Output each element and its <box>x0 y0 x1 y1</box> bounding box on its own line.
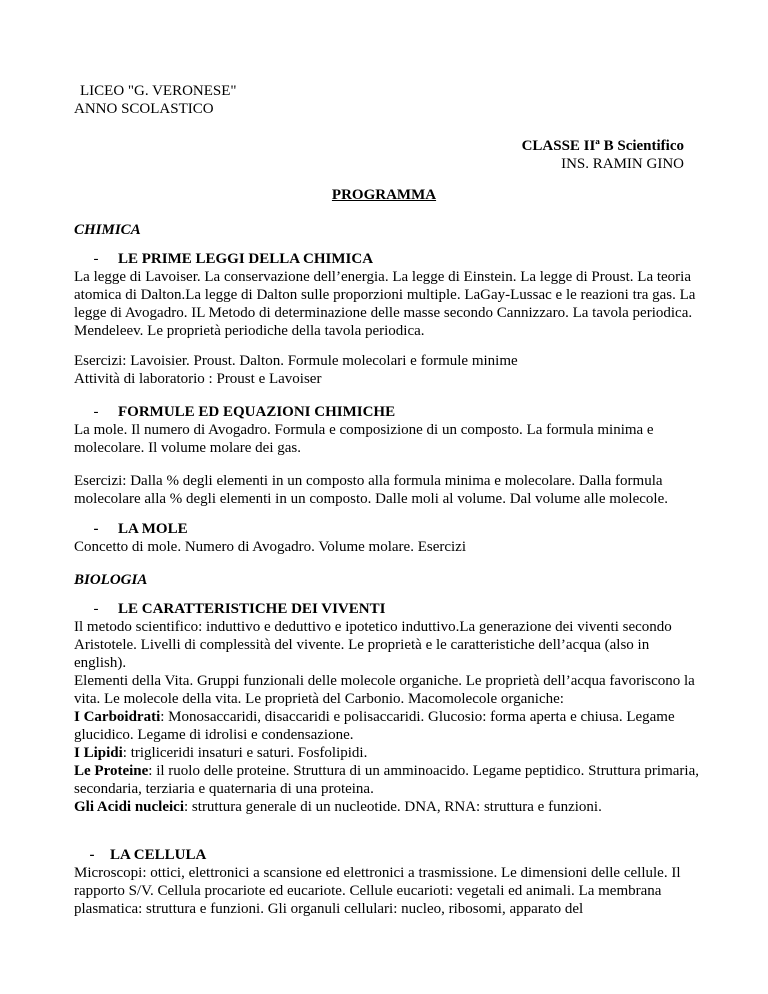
chimica-section-3 <box>74 520 704 556</box>
chimica-section-2 <box>74 403 704 457</box>
biologia-heading: BIOLOGIA <box>74 572 148 588</box>
section-title: - LA MOLE <box>93 521 188 537</box>
proteine-line: Le Proteine: il ruolo delle proteine. Struttura di un amminoacido. Legame peptidico. Struttura primaria, secondaria, terziaria e quaternaria di una proteina. <box>74 763 699 797</box>
biologia-section-2 <box>74 846 704 918</box>
chimica-exercises-2 <box>74 472 704 508</box>
section-text: Elementi della Vita. Gruppi funzionali delle molecole organiche. Le proprietà dell’acqua favoriscono la vita. Le molecole della vita. Le proprietà del Carbonio. Macomolecole organiche: <box>74 673 695 707</box>
carboidrati-line: I Carboidrati: Monosaccaridi, disaccaridi e polisaccaridi. Glucosio: forma aperta e chiusa. Legame glucidico. Legame di idrolisi e condensazione. <box>74 709 675 743</box>
class-label: CLASSE IIª B Scientifico <box>521 138 684 154</box>
lipidi-line: I Lipidi: trigliceridi insaturi e saturi. Fosfolipidi. <box>74 745 368 761</box>
section-text: La mole. Il numero di Avogadro. Formula e composizione di un composto. La formula minima e molecolare. Il volume molare dei gas. <box>74 422 654 456</box>
section-text: Il metodo scientifico: induttivo e deduttivo e ipotetico induttivo.La generazione dei viventi secondo Aristotele. Livelli di complessità del vivente. Le proprietà e le caratteristiche dell’acqua (also in english). <box>74 619 672 671</box>
section-text: La legge di Lavoiser. La conservazione dell’energia. La legge di Einstein. La legge di Proust. La teoria atomica di Dalton.La legge di Dalton sulle proporzioni multiple. LaGay-Lussac e le reazioni tra gas. La legge di Avogadro. IL Metodo di determinazione delle masse secondo Cannizzaro. La tavola periodica. Mendeleev. Le proprietà periodiche della tavola periodica. <box>74 269 696 339</box>
section-text: Concetto di mole. Numero di Avogadro. Volume molare. Esercizi <box>74 539 466 555</box>
teacher-label: INS. RAMIN GINO <box>561 156 684 172</box>
section-title: - LE CARATTERISTICHE DEI VIVENTI <box>93 601 386 617</box>
chimica-exercises-1 <box>74 352 704 388</box>
exercise-line: Esercizi: Lavoisier. Proust. Dalton. Formule molecolari e formule minime <box>74 353 518 369</box>
section-title: - FORMULE ED EQUAZIONI CHIMICHE <box>93 404 396 420</box>
section-title: - LE PRIME LEGGI DELLA CHIMICA <box>93 251 374 267</box>
acidi-nucleici-line: Gli Acidi nucleici: struttura generale di un nucleotide. DNA, RNA: struttura e funzioni. <box>74 799 602 815</box>
school-name: LICEO "G. VERONESE" <box>80 83 237 99</box>
chimica-section-1 <box>74 250 704 340</box>
school-year: ANNO SCOLASTICO <box>74 101 214 117</box>
exercise-line: Esercizi: Dalla % degli elementi in un composto alla formula minima e molecolare. Dalla formula molecolare alla % degli elementi in un composto. Dalle moli al volume. Dal volume alle molecole. <box>74 473 668 507</box>
chimica-heading: CHIMICA <box>74 222 141 238</box>
section-text: Microscopi: ottici, elettronici a scansione ed elettronici a trasmissione. Le dimensioni delle cellule. Il rapporto S/V. Cellula procariote ed eucariote. Cellule eucarioti: vegetali ed animali. La membrana plasmatica: struttura e funzioni. Gli organuli cellulari: nucleo, ribosomi, apparato del <box>74 865 681 917</box>
biologia-section-1 <box>74 600 704 816</box>
section-title: - LA CELLULA <box>89 847 207 863</box>
programma-title: PROGRAMMA <box>331 187 437 203</box>
lab-line: Attività di laboratorio : Proust e Lavoiser <box>74 371 322 387</box>
